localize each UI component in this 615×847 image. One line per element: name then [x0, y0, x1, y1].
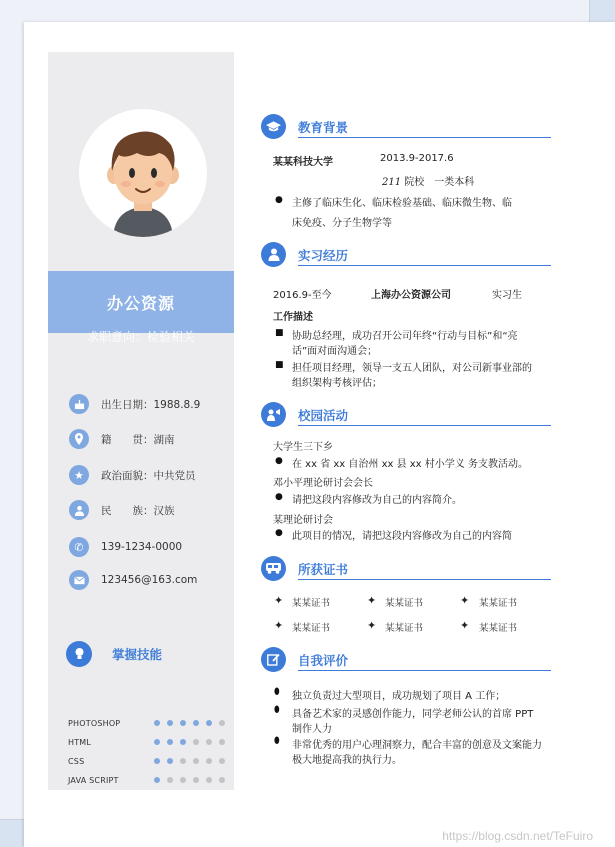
evaluation-line: 制作人力	[292, 724, 332, 735]
internship-company: 上海办公资源公司	[371, 290, 451, 301]
section-title: 实习经历	[298, 248, 349, 263]
work-item-line: 协助总经理，成功召开公司年终“行动与目标”和“亮	[292, 331, 518, 342]
skill-name: JAVA SCRIPT	[68, 775, 119, 785]
person-icon	[261, 242, 286, 267]
skill-dot-filled	[180, 720, 186, 726]
certificate-item: 某某证书	[479, 598, 518, 609]
evaluation-line: 非常优秀的用户心理洞察力，配合丰富的创意及文案能力	[292, 740, 542, 751]
skill-dot-empty	[193, 758, 199, 764]
skill-dot-empty	[219, 720, 225, 726]
section-internship	[261, 242, 551, 268]
internship-period: 2016.9-至今	[273, 290, 332, 301]
skills-header	[66, 641, 162, 667]
activity-detail: 此项目的情况，请把这段内容修改为自己的内容简	[292, 531, 512, 542]
bullet-drop: ⬮	[274, 705, 280, 715]
skill-dot-empty	[180, 758, 186, 764]
certificate-item: 某某证书	[292, 623, 331, 634]
section-divider	[298, 670, 551, 671]
education-period: 2013.9-2017.6	[380, 153, 454, 164]
section-divider	[298, 425, 551, 426]
activity-name: 邓小平理论研讨会会长	[273, 478, 373, 489]
rank-rest: 院校 一类本科	[404, 177, 475, 188]
certificate-item: 某某证书	[292, 598, 331, 609]
skill-dot-empty	[219, 758, 225, 764]
skill-dot-empty	[206, 777, 212, 783]
graduation-cap-icon	[261, 114, 286, 139]
evaluation-line: 极大地提高我的执行力。	[292, 755, 402, 766]
section-campus	[261, 402, 551, 428]
skill-dot-filled	[193, 720, 199, 726]
phone-icon: ✆	[69, 537, 89, 557]
name-band	[48, 271, 234, 333]
info-political	[69, 464, 196, 486]
sidebar	[48, 52, 234, 790]
info-email	[69, 569, 197, 591]
work-item-line: 担任项目经理，领导一支五人团队，对公司新事业部的	[292, 363, 532, 374]
info-text: 123456@163.com	[101, 574, 198, 586]
skill-name: PHOTOSHOP	[68, 718, 121, 728]
section-title: 所获证书	[298, 562, 349, 577]
info-text: 出生日期：1988.8.9	[101, 398, 201, 411]
skill-dot-filled	[154, 739, 160, 745]
activity-name: 大学生三下乡	[273, 442, 333, 453]
info-text: 籍 贯：湖南	[101, 433, 175, 446]
skill-dot-filled	[167, 739, 173, 745]
avatar	[79, 109, 207, 237]
certificate-item: 某某证书	[479, 623, 518, 634]
skill-dot-filled	[180, 739, 186, 745]
skill-level-dots	[154, 720, 225, 726]
evaluation-line: 独立负责过大型项目，成功规划了项目 A 工作；	[292, 691, 506, 702]
section-title: 校园活动	[298, 408, 349, 423]
skill-dot-empty	[219, 739, 225, 745]
cake-icon	[69, 394, 89, 414]
bullet-square: ■	[275, 328, 284, 338]
bullet-dot: ●	[275, 456, 283, 466]
cross-star-icon: ✦	[460, 619, 470, 632]
certificate-item: 某某证书	[385, 623, 424, 634]
skill-dot-empty	[219, 777, 225, 783]
certificate-item: 某某证书	[385, 598, 424, 609]
skill-dot-filled	[154, 758, 160, 764]
avatar-illustration	[79, 109, 207, 237]
skill-level-dots	[154, 777, 225, 783]
courses-line: 床免疫、分子生物学等	[292, 218, 392, 229]
info-text: 139-1234-0000	[101, 541, 183, 553]
bullet-drop: ⬮	[274, 687, 280, 697]
skill-row	[68, 773, 228, 787]
section-divider	[298, 579, 551, 580]
location-icon	[69, 429, 89, 449]
section-evaluation	[261, 647, 551, 673]
lightbulb-icon	[66, 641, 92, 667]
skill-dot-empty	[206, 758, 212, 764]
job-intent: 求职意向：检验相关	[86, 330, 195, 344]
mail-icon	[69, 570, 89, 590]
info-text: 政治面貌：中共党员	[101, 469, 196, 482]
activity-detail: 请把这段内容修改为自己的内容简介。	[292, 495, 462, 506]
cross-star-icon: ✦	[274, 619, 284, 632]
evaluation-line: 具备艺术家的灵感创作能力，同学老师公认的首席 PPT	[292, 709, 534, 720]
skill-dot-empty	[167, 777, 173, 783]
star-icon: ★	[69, 465, 89, 485]
activity-detail: 在 xx 省 xx 自治州 xx 县 xx 村小学义 务支教活动。	[292, 459, 528, 470]
person-icon	[69, 500, 89, 520]
work-desc-label: 工作描述	[273, 312, 313, 323]
skill-dot-filled	[167, 720, 173, 726]
speaker-icon	[261, 402, 286, 427]
bullet-dot: ●	[275, 195, 283, 205]
info-ethnicity	[69, 499, 175, 521]
internship-role: 实习生	[492, 290, 522, 301]
bullet-square: ■	[275, 360, 284, 370]
section-education	[261, 114, 551, 140]
work-item-line: 话”面对面沟通会；	[292, 346, 378, 357]
skill-dot-empty	[180, 777, 186, 783]
skill-dot-empty	[206, 739, 212, 745]
skill-dot-filled	[167, 758, 173, 764]
info-phone	[69, 536, 182, 558]
section-certificates	[261, 556, 551, 582]
skill-dot-empty	[193, 739, 199, 745]
skill-row	[68, 754, 228, 768]
cross-star-icon: ✦	[460, 594, 470, 607]
section-divider	[298, 265, 551, 266]
school-rank	[382, 173, 474, 188]
section-title: 教育背景	[298, 120, 349, 135]
skill-dot-filled	[154, 720, 160, 726]
info-text: 民 族：汉族	[101, 504, 175, 517]
section-divider	[298, 137, 551, 138]
bullet-dot: ●	[275, 492, 283, 502]
skill-dot-filled	[154, 777, 160, 783]
skill-row	[68, 735, 228, 749]
info-hometown	[69, 428, 175, 450]
section-title: 自我评价	[298, 653, 349, 668]
info-birthdate	[69, 393, 200, 415]
cross-star-icon: ✦	[367, 594, 377, 607]
bullet-drop: ⬮	[274, 736, 280, 746]
edit-icon	[261, 647, 286, 672]
candidate-name: 办公资源	[106, 294, 175, 313]
skill-name: CSS	[68, 756, 85, 766]
skill-name: HTML	[68, 737, 92, 747]
skill-dot-filled	[206, 720, 212, 726]
cross-star-icon: ✦	[274, 594, 284, 607]
school-name: 某某科技大学	[273, 157, 333, 168]
rank-prefix: 211	[382, 177, 402, 188]
resume-page	[24, 22, 615, 847]
bus-icon	[261, 556, 286, 581]
courses-line: 主修了临床生化、临床检验基础、临床微生物、临	[292, 198, 512, 209]
skill-level-dots	[154, 758, 225, 764]
bullet-dot: ●	[275, 528, 283, 538]
activity-name: 某理论研讨会	[273, 515, 333, 526]
skills-title: 掌握技能	[112, 647, 163, 662]
skill-dot-empty	[193, 777, 199, 783]
skill-row	[68, 716, 228, 730]
watermark: https://blog.csdn.net/TeFuiro	[442, 829, 593, 843]
work-item-line: 组织架构考核评估；	[292, 378, 382, 389]
cross-star-icon: ✦	[367, 619, 377, 632]
skill-level-dots	[154, 739, 225, 745]
